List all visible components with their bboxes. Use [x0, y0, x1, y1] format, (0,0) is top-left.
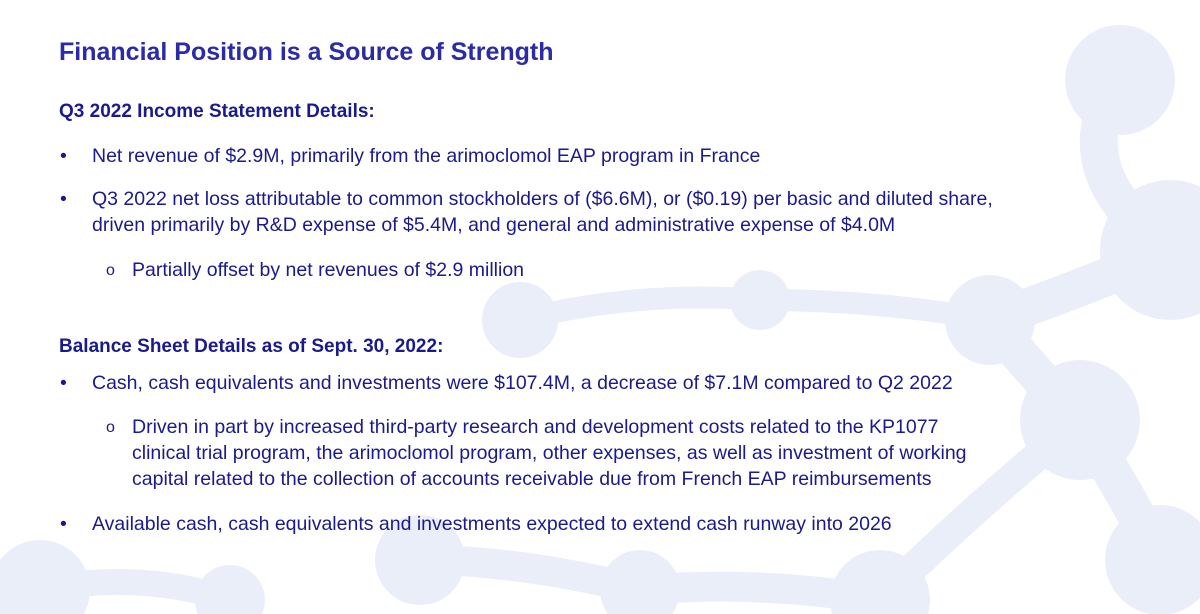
page-title: Financial Position is a Source of Strength — [59, 38, 554, 66]
balance-bullet-runway — [60, 511, 1172, 537]
balance-bullet-cash — [60, 370, 1172, 396]
bullet-marker: • — [60, 513, 67, 535]
bullet-marker: • — [60, 372, 67, 394]
income-subbullet-offset — [106, 257, 1132, 283]
income-bullet-net-loss — [60, 186, 1172, 238]
bullet-text: Available cash, cash equivalents and investments expected to extend cash runway into 2026 — [92, 513, 892, 535]
bullet-text-line: clinical trial program, the arimoclomol program, other expenses, as well as investment of working — [132, 442, 967, 464]
bullet-marker: • — [60, 188, 67, 210]
balance-subbullet-drivers — [106, 414, 1132, 492]
income-statement-heading: Q3 2022 Income Statement Details: — [59, 101, 375, 122]
bullet-text-line: capital related to the collection of accounts receivable due from French EAP reimbursements — [132, 468, 932, 490]
bullet-text-line: driven primarily by R&D expense of $5.4M, and general and administrative expense of $4.0M — [92, 214, 896, 236]
balance-sheet-heading: Balance Sheet Details as of Sept. 30, 2022: — [59, 336, 444, 357]
bullet-text-line: Driven in part by increased third-party research and development costs related to the KP1077 — [132, 416, 939, 438]
bullet-marker: • — [60, 145, 67, 167]
bullet-text: Cash, cash equivalents and investments were $107.4M, a decrease of $7.1M compared to Q2 2022 — [92, 372, 953, 394]
bullet-text-line: Q3 2022 net loss attributable to common stockholders of ($6.6M), or ($0.19) per basic and diluted share, — [92, 188, 993, 210]
bullet-text: Partially offset by net revenues of $2.9 million — [132, 259, 525, 281]
income-bullet-net-revenue — [60, 143, 1172, 169]
bullet-text: Net revenue of $2.9M, primarily from the arimoclomol EAP program in France — [92, 145, 761, 167]
sub-bullet-marker: o — [106, 419, 115, 436]
sub-bullet-marker: o — [106, 262, 115, 279]
